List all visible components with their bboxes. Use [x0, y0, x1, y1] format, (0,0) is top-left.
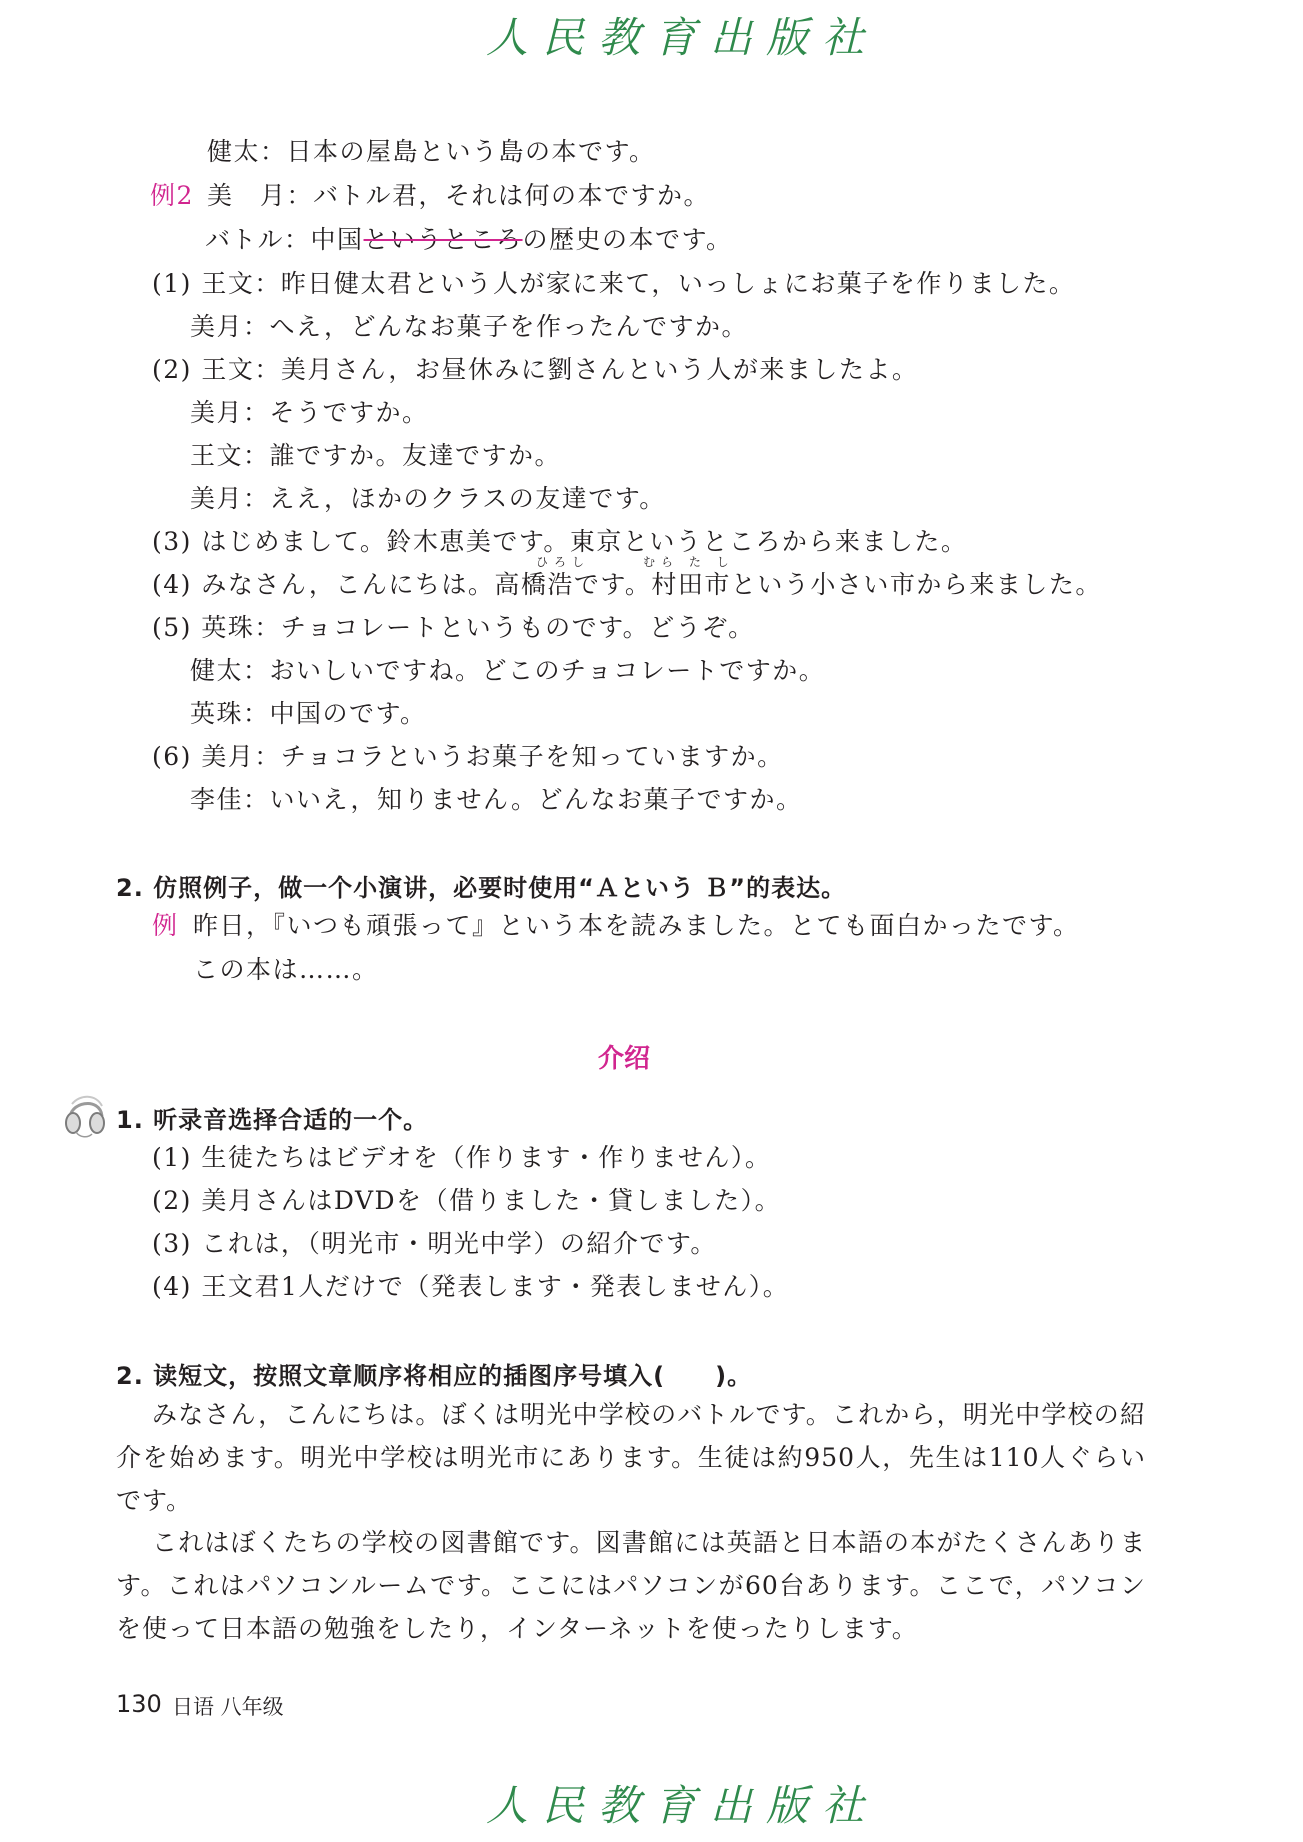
example-line-1: 昨日，『いつも頑張って』という本を読みました。とても面白かったです。 [193, 911, 1080, 940]
exercise-item-2: (2) 王文：美月さん，お昼休みに劉さんという人が来ましたよ。 [152, 355, 919, 384]
reading-heading: 2. 读短文，按照文章顺序将相应的插图序号填入( )。 [116, 1362, 753, 1390]
listening-item-1: (1) 生徒たちはビデオを（作ります・作りません）。 [152, 1143, 772, 1172]
ruby-reading-murata: むら た し [643, 555, 735, 569]
listening-item-2: (2) 美月さんはDVDを（借りました・貸しました）。 [152, 1186, 782, 1215]
example-label: 例 [152, 911, 179, 940]
publisher-logo-bottom: 人民教育出版社 [486, 1781, 879, 1830]
book-title: 日语 八年级 [172, 1695, 284, 1719]
listening-item-4: (4) 王文君1人だけで（発表します・発表しません）。 [152, 1272, 790, 1301]
dialogue-line: 美月：ええ，ほかのクラスの友達です。 [190, 484, 666, 513]
listening-item-3: (3) これは，（明光市・明光中学）の紹介です。 [152, 1229, 717, 1258]
text-segment: 中国 [310, 225, 364, 254]
dialogue-line: 英珠：中国のです。 [190, 699, 427, 728]
exercise-item-3: (3) はじめまして。鈴木恵美です。東京というところから来ました。 [152, 527, 968, 556]
dialogue-line: 美月：そうですか。 [190, 398, 429, 427]
reading-paragraph-1: みなさん，こんにちは。ぼくは明光中学校のバトルです。これから，明光中学校の紹介を始めます。明光中学校は明光市にあります。生徒は約950人，先生は110人ぐらいです。 [116, 1400, 1146, 1515]
page-number: 130 [116, 1690, 162, 1718]
publisher-logo-top: 人民教育出版社 [486, 13, 879, 62]
task-2-heading: 2. 仿照例子，做一个小演讲，必要时使用“Ａという Ｂ”的表达。 [116, 874, 847, 902]
section-title: 介绍 [598, 1044, 651, 1074]
dialogue-line: 美月：へえ，どんなお菓子を作ったんですか。 [190, 312, 749, 341]
example-2-line-1: 美 月：バトル君，それは何の本ですか。 [207, 181, 711, 210]
struck-phrase: というところ [363, 225, 523, 254]
ruby-reading-hiroshi: ひろし [536, 555, 591, 569]
dialogue-line: 健太：日本の屋島という島の本です。 [207, 137, 656, 166]
example-2-line-2 [205, 224, 733, 256]
speaker-label: バトル： [205, 225, 311, 254]
text-segment: の歴史の本です。 [522, 225, 733, 254]
listening-heading: 1. 听录音选择合适的一个。 [116, 1106, 429, 1134]
exercise-item-1: (1) 王文：昨日健太君という人が家に来て，いっしょにお菓子を作りました。 [152, 269, 1076, 298]
example-line-2: この本は……。 [193, 955, 379, 984]
exercise-item-4: (4) みなさん，こんにちは。高橋浩です。村田市という小さい市から来ました。 [152, 570, 1102, 599]
exercise-item-6: (6) 美月：チョコラというお菓子を知っていますか。 [152, 742, 784, 771]
exercise-item-5: (5) 英珠：チョコレートというものです。どうぞ。 [152, 613, 755, 642]
dialogue-line: 王文：誰ですか。友達ですか。 [190, 441, 562, 470]
headphones-icon [62, 1090, 108, 1140]
reading-paragraph-2: これはぼくたちの学校の図書館です。図書館には英語と日本語の本がたくさんあります。これはパソコンルームです。ここにはパソコンが60台あります。ここで，パソコンを使って日本語の勉強をしたり，インターネットを使ったりします。 [116, 1528, 1146, 1643]
dialogue-line: 李佳：いいえ，知りません。どんなお菓子ですか。 [190, 785, 803, 814]
dialogue-line: 健太：おいしいですね。どこのチョコレートですか。 [190, 656, 826, 685]
example-2-label: 例2 [150, 181, 194, 210]
